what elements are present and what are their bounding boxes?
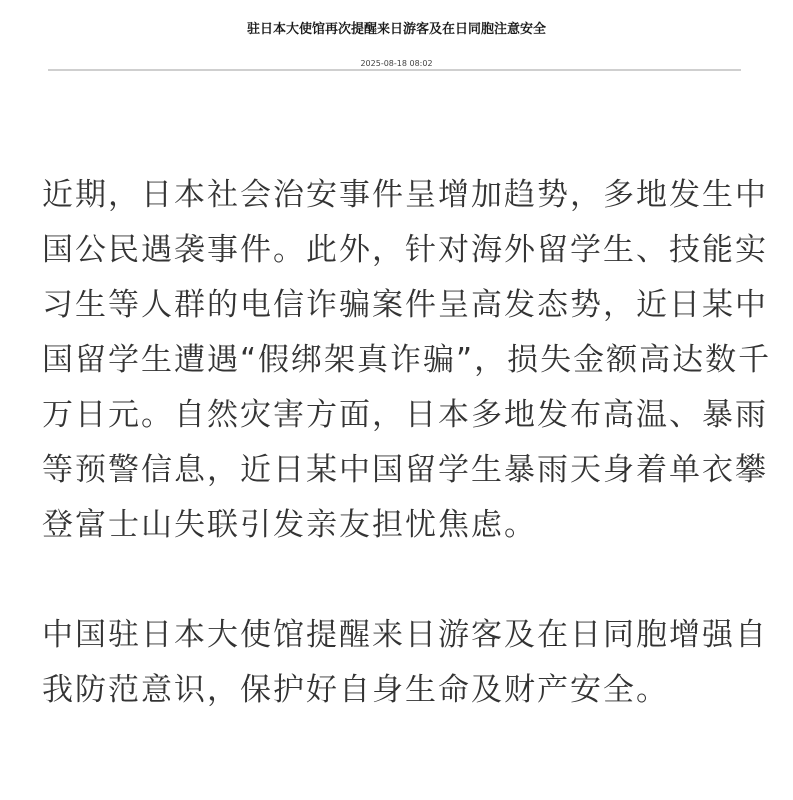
text-line: 我防范意识，保护好自身生命及财产安全。 [42,672,669,708]
article-body [42,168,772,718]
text-line: 万日元。自然灾害方面，日本多地发布高温、暴雨 [42,397,768,433]
text-line: 登富士山失联引发亲友担忧焦虑。 [42,507,537,543]
text-line: 国公民遇袭事件。此外，针对海外留学生、技能实 [42,232,768,268]
header-divider [48,69,741,71]
text-line: 等预警信息，近日某中国留学生暴雨天身着单衣攀 [42,452,768,488]
text-line: 中国驻日本大使馆提醒来日游客及在日同胞增强自 [42,617,768,653]
article-title: 驻日本大使馆再次提醒来日游客及在日同胞注意安全 [246,22,546,37]
text-line: 国留学生遭遇“假绑架真诈骗”，损失金额高达数千 [42,342,772,378]
text-line: 习生等人群的电信诈骗案件呈高发态势，近日某中 [42,287,768,323]
paragraph-embassy-reminder [42,608,768,718]
paragraph-safety-situation [42,168,772,553]
publish-date: 2025-08-18 08:02 [360,59,433,68]
text-line: 近期，日本社会治安事件呈增加趋势，多地发生中 [42,177,768,213]
